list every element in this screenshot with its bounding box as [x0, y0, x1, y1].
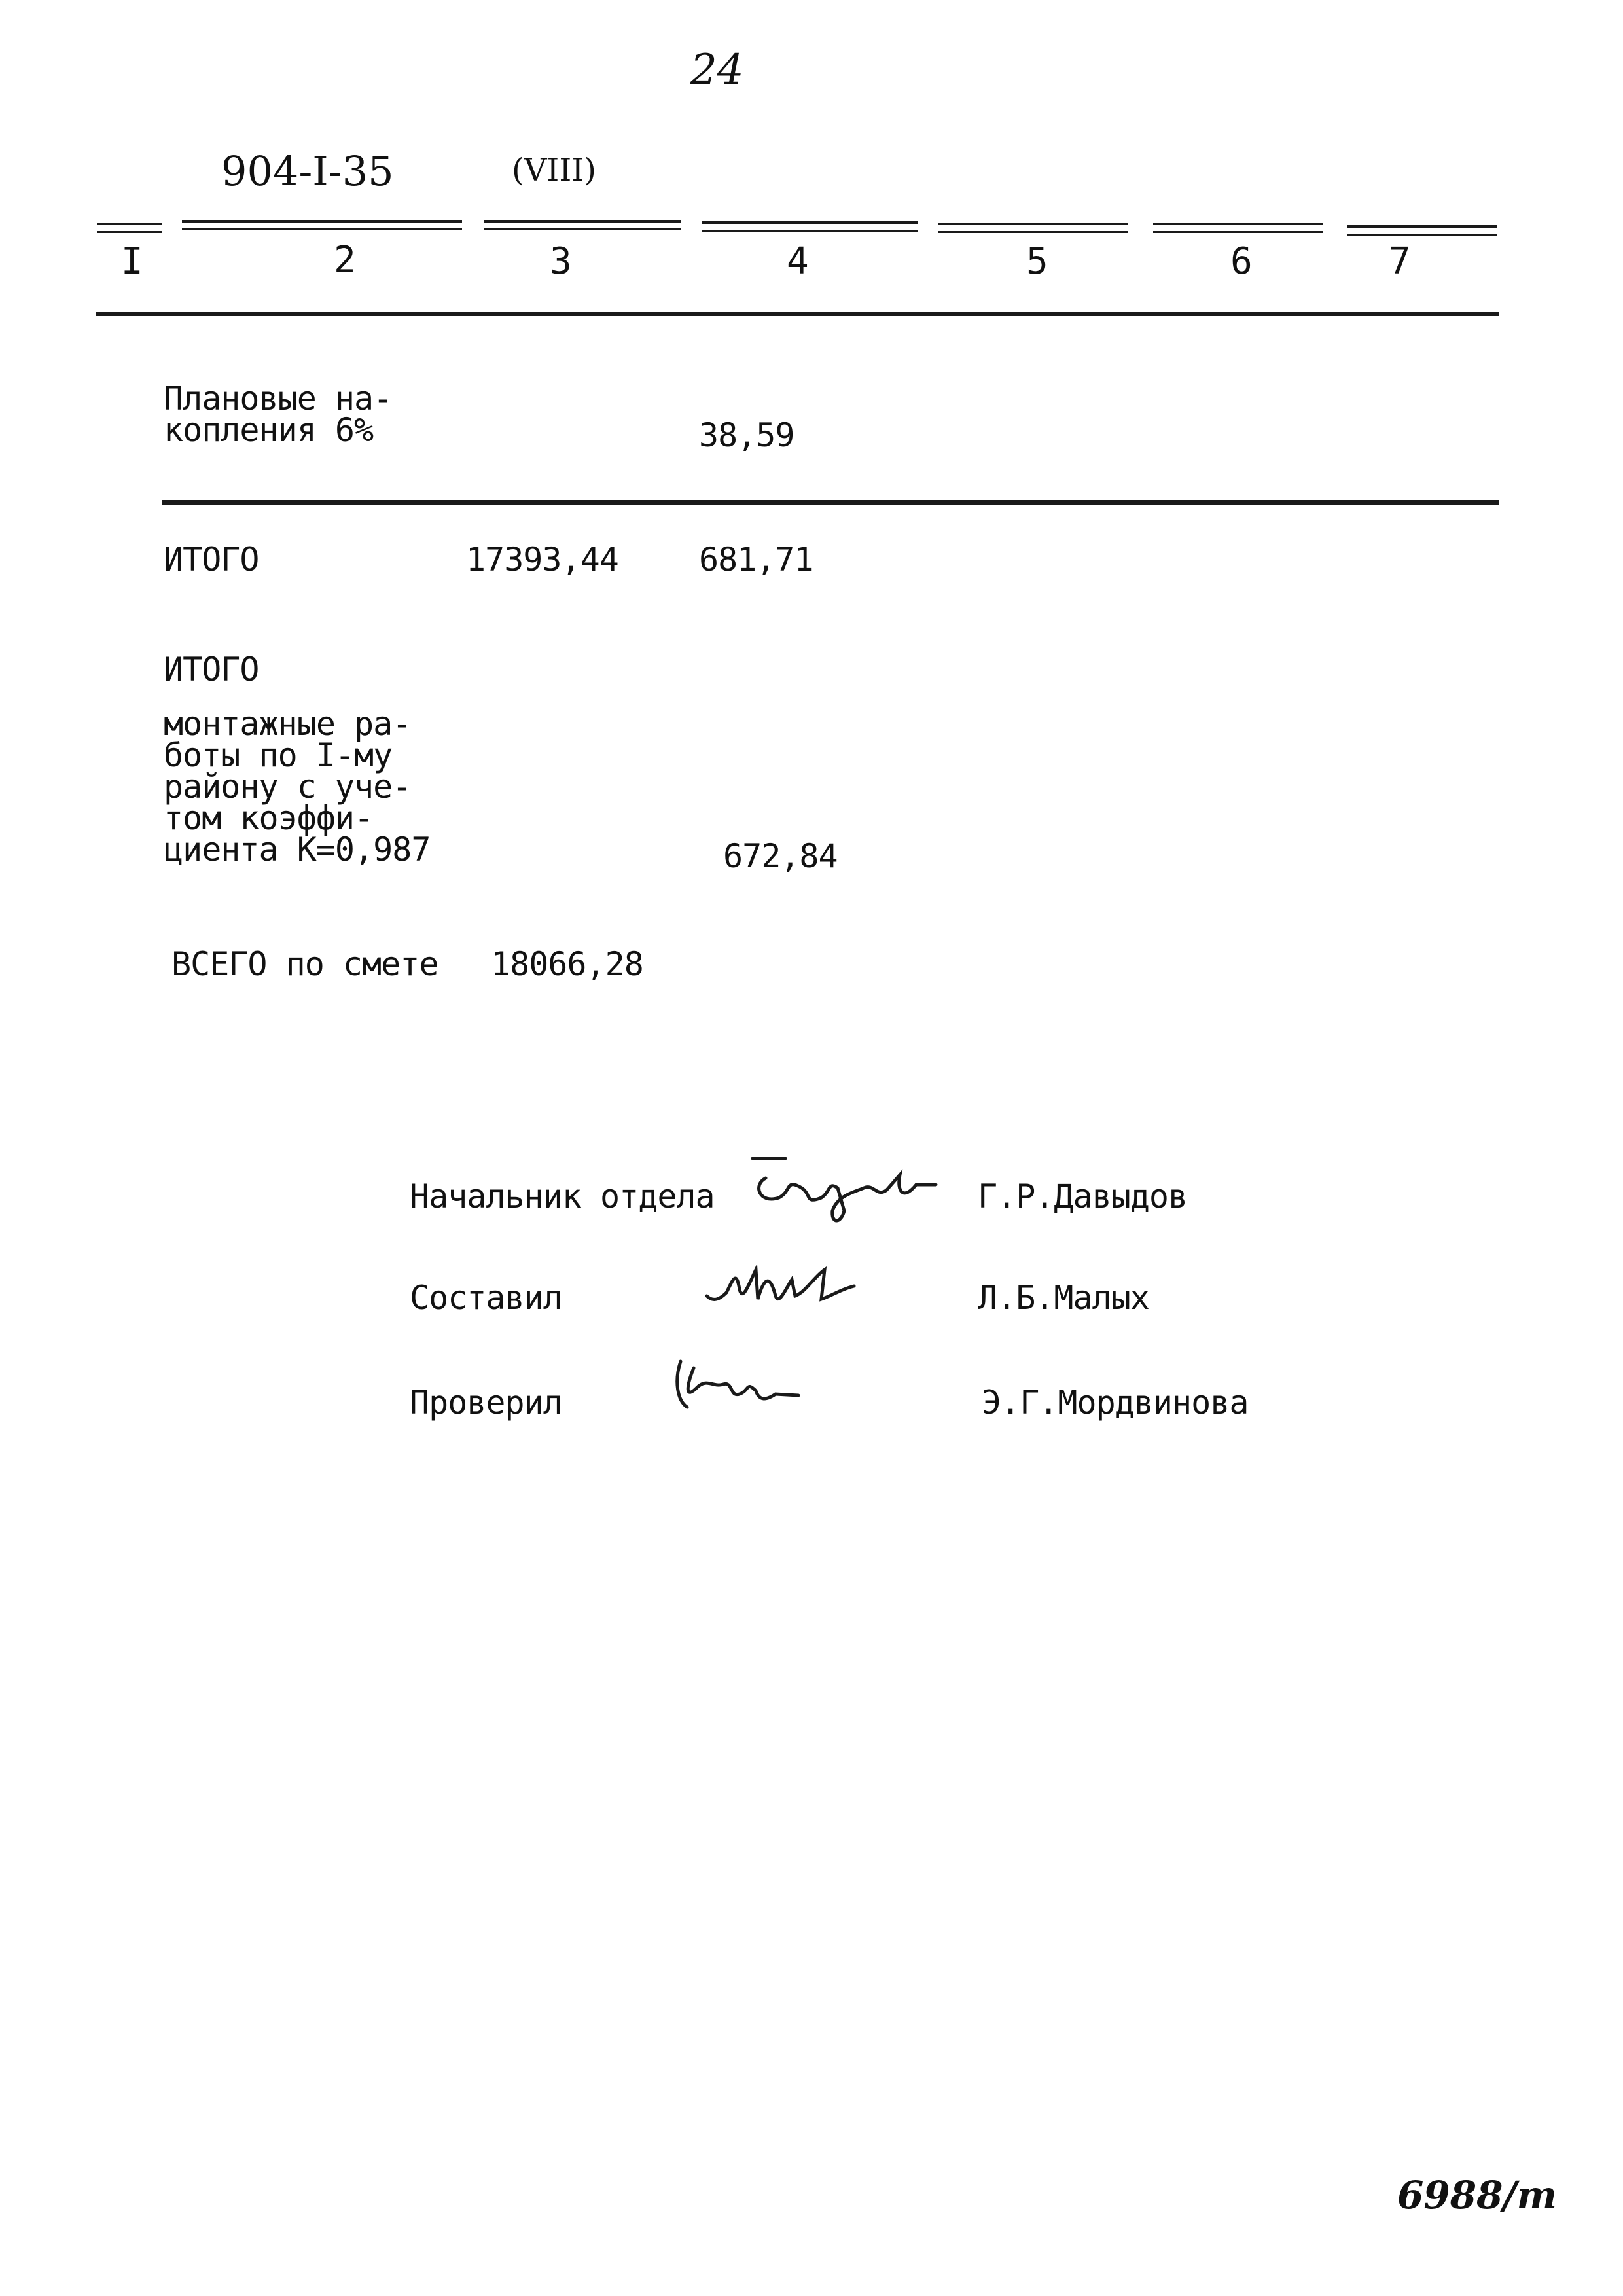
- column-number-4: 4: [787, 240, 809, 283]
- row-value-installation-works: 672,84: [723, 837, 838, 875]
- column-rule-4: [702, 221, 918, 232]
- signature-role-compiled: Составил: [410, 1279, 562, 1317]
- handwritten-signature-head: [740, 1139, 949, 1237]
- row-value-total-col3: 17393,44: [466, 541, 618, 579]
- grand-total-label: ВСЕГО по смете: [171, 945, 438, 983]
- row-heading-total-installation: ИТОГО: [164, 651, 259, 689]
- column-number-5: 5: [1026, 240, 1048, 283]
- column-number-7: 7: [1389, 240, 1411, 283]
- page-number: 24: [690, 46, 744, 94]
- row-value-total-col4: 681,71: [699, 541, 813, 579]
- handwritten-signature-compiled: [700, 1244, 870, 1316]
- column-number-3: 3: [550, 240, 572, 283]
- row-label-installation-works: монтажные ра- боты по I-му району с уче- том коэффи- циента К=0,987: [164, 705, 431, 869]
- signature-name-checked: Э.Г.Мордвинова: [982, 1384, 1249, 1422]
- document-marker: (VIII): [512, 152, 596, 188]
- column-number-6: 6: [1230, 240, 1253, 283]
- footer-stamp-number: 6988/m: [1397, 2173, 1557, 2217]
- signature-name-head: Г.Р.Давыдов: [978, 1177, 1188, 1215]
- column-rule-6: [1153, 223, 1323, 233]
- row-value-planned-accumulations: 38,59: [699, 416, 794, 454]
- signature-role-checked: Проверил: [410, 1384, 562, 1422]
- handwritten-signature-checked: [668, 1348, 812, 1420]
- column-number-2: 2: [334, 239, 356, 281]
- column-rule-1: [97, 223, 162, 233]
- column-rule-2: [182, 220, 462, 230]
- column-rule-7: [1347, 225, 1497, 236]
- column-rule-3: [484, 220, 681, 230]
- signature-name-compiled: Л.Б.Малых: [978, 1279, 1149, 1317]
- row-label-total: ИТОГО: [164, 541, 259, 579]
- signature-role-head: Начальник отдела: [410, 1177, 715, 1215]
- column-rule-5: [938, 223, 1128, 233]
- header-bottom-rule: [96, 312, 1499, 316]
- document-code: 904-I-35: [221, 147, 394, 195]
- grand-total-value: 18066,28: [491, 945, 643, 983]
- row-label-planned-accumulations: Плановые на- копления 6%: [164, 380, 393, 449]
- column-number-1: I: [121, 240, 143, 283]
- subtotal-rule: [162, 500, 1499, 505]
